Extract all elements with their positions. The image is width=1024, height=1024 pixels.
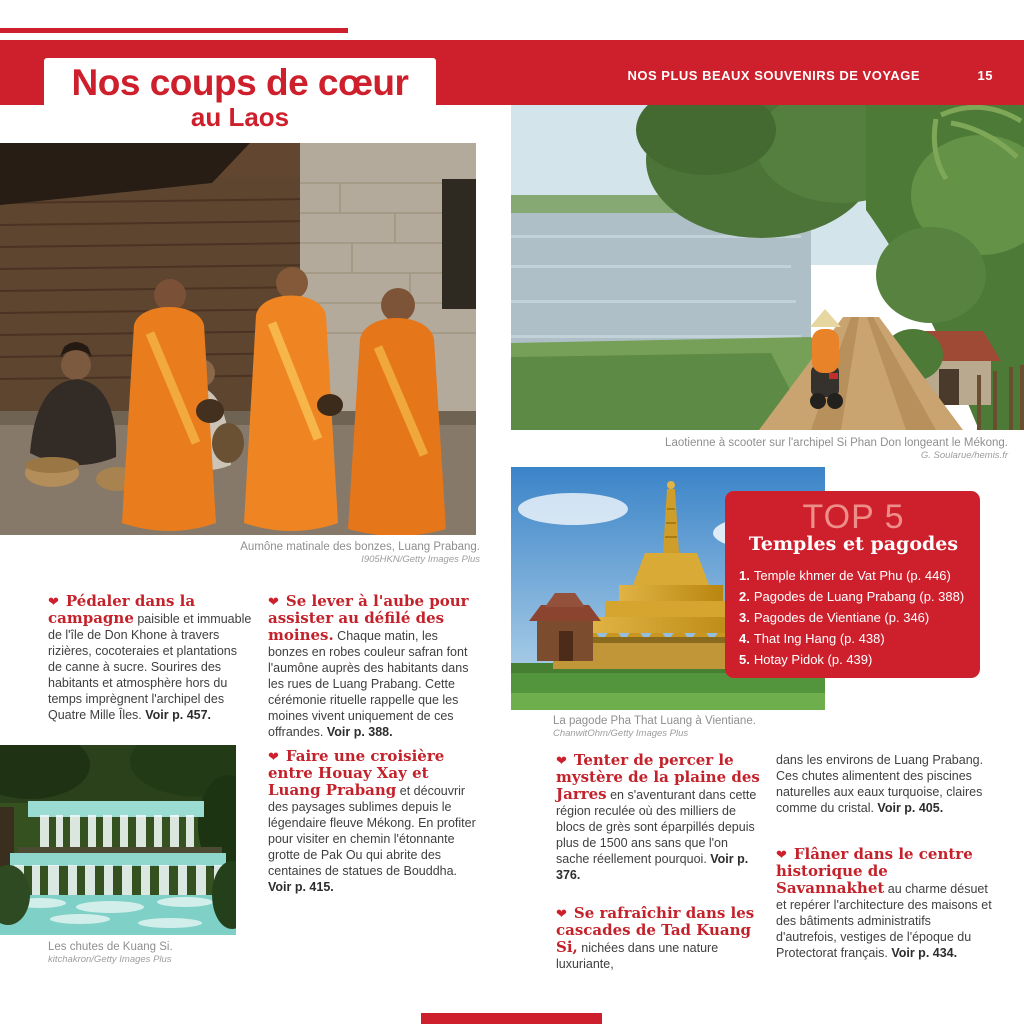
top5-title: TOP 5 — [802, 498, 905, 536]
top5-item: 3. Pagodes de Vientiane (p. 346) — [739, 610, 930, 625]
feature-body: et découvrir des paysages sublimes depuis le légendaire fleuve Mékong. En profiter pour visiter en chemin l'étonnante grotte de Pak Ou qui abrite des centaines de statues de Bouddha. — [268, 784, 476, 878]
photo-credit: I905HKN/Getty Images Plus — [361, 554, 480, 565]
heart-icon: ❤ — [268, 749, 279, 764]
top5-list — [739, 565, 968, 670]
caption-text: La pagode Pha That Luang à Vientiane. — [553, 715, 756, 727]
photo-credit: ChanwitOhm/Getty Images Plus — [553, 728, 689, 739]
heart-icon: ❤ — [556, 906, 567, 921]
page-title: Nos coups de cœur — [71, 62, 409, 103]
voir-ref: Voir p. 405. — [877, 801, 944, 815]
section-header: NOS PLUS BEAUX SOUVENIRS DE VOYAGE — [627, 68, 920, 83]
feature-block — [268, 748, 479, 895]
caption-text: Les chutes de Kuang Si. — [48, 941, 173, 953]
title-card — [44, 58, 436, 135]
feature-block — [268, 593, 479, 740]
top5-item: 1. Temple khmer de Vat Phu (p. 446) — [739, 568, 951, 583]
voir-ref: Voir p. 376. — [556, 852, 749, 882]
scooter-photo — [511, 105, 1024, 430]
top5-item: 5. Hotay Pidok (p. 439) — [739, 652, 873, 667]
feature-body: paisible et immuable de l'île de Don Khone à travers rizières, cocoteraies et plantations de canne à sucre. Sourires des habitants et atmosphère hors du temps imprègnent l'archipel des Quatre Mille Îles. — [48, 612, 252, 722]
photo-caption-pagoda — [553, 714, 853, 740]
feature-body: en s'aventurant dans cette région reculée où des milliers de blocs de grès sont éparpillés depuis plus de 1500 ans sans que l'on sache réellement pourquoi. — [556, 788, 757, 866]
monks-photo — [0, 143, 476, 535]
top5-subtitle: Temples et pagodes — [748, 533, 959, 555]
feature-lead: Tenter de percer le mystère de la plaine des Jarres — [556, 751, 760, 803]
feature-lead: Faire une croisière entre Houay Xay et Luang Prabang — [268, 747, 445, 799]
feature-body: Chaque matin, les bonzes en robes couleur safran font l'aumône auprès des habitants dans les rues de Luang Prabang. Cette cérémonie rituelle rappelle que les moines vivent uniquement de ces offrandes. — [268, 629, 469, 739]
voir-ref: Voir p. 415. — [268, 880, 334, 894]
heart-icon: ❤ — [268, 594, 279, 609]
page-edge-mark — [0, 28, 348, 33]
feature-lead: Se lever à l'aube pour assister au défilé des moines. — [268, 592, 469, 644]
photo-credit: kitchakron/Getty Images Plus — [48, 954, 172, 965]
feature-body: nichées dans une nature luxuriante, — [556, 941, 719, 971]
feature-body: au charme désuet et repérer l'architecture des maisons et des bâtiments administratifs d'autrefois, vestiges de l'époque du Protectorat français. — [776, 882, 992, 960]
voir-ref: Voir p. 388. — [326, 725, 393, 739]
feature-body: dans les environs de Luang Prabang. Ces chutes alimentent des piscines naturelles aux eaux turquoise, claires comme du cristal. — [776, 753, 984, 815]
feature-lead: Se rafraîchir dans les cascades de Tad Kuang Si, — [556, 904, 755, 956]
photo-caption-waterfall — [48, 940, 328, 966]
photo-caption-monks — [176, 540, 480, 566]
voir-ref: Voir p. 434. — [891, 946, 958, 960]
feature-lead: Pédaler dans la campagne — [48, 592, 196, 627]
waterfall-photo — [0, 745, 236, 935]
photo-caption-scooter — [511, 436, 1008, 462]
feature-block-continuation — [776, 752, 990, 816]
caption-text: Laotienne à scooter sur l'archipel Si Phan Don longeant le Mékong. — [665, 437, 1008, 449]
top5-card — [725, 491, 980, 678]
photo-credit: G. Soularue/hemis.fr — [920, 450, 1008, 461]
heart-icon: ❤ — [776, 847, 787, 862]
page-subtitle: au Laos — [190, 102, 290, 132]
top5-item: 4. That Ing Hang (p. 438) — [739, 631, 885, 646]
footer-bar — [421, 1013, 602, 1024]
page-number: 15 — [977, 68, 993, 83]
top5-item: 2. Pagodes de Luang Prabang (p. 388) — [739, 589, 965, 604]
feature-block — [556, 905, 768, 972]
feature-lead: Flâner dans le centre historique de Savannakhet — [776, 845, 973, 897]
feature-block — [48, 593, 254, 723]
feature-block — [776, 846, 994, 961]
voir-ref: Voir p. 457. — [145, 708, 212, 722]
feature-block — [556, 752, 764, 883]
heart-icon: ❤ — [48, 594, 59, 609]
heart-icon: ❤ — [556, 753, 567, 768]
caption-text: Aumône matinale des bonzes, Luang Prabang. — [240, 541, 480, 553]
